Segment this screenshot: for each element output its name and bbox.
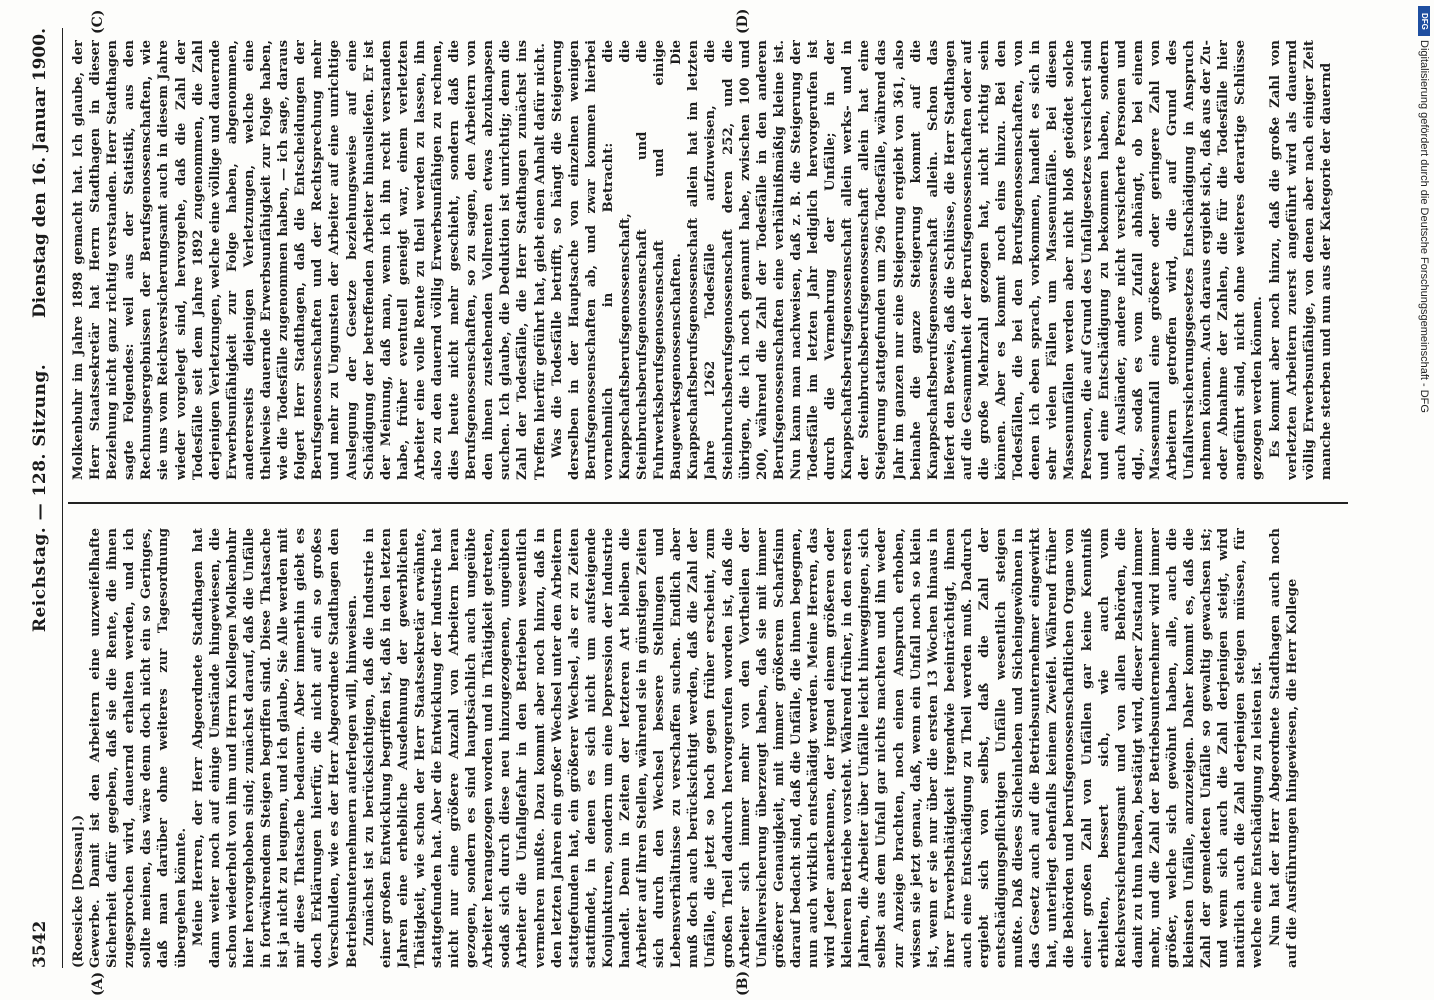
margin-marker-a: (A): [90, 971, 106, 996]
left-paragraph-4: Nun hat der Herr Abgeordnete Stadthagen auch noch auf die Ausführungen hingewiesen, die Herr Kollege: [1267, 528, 1300, 968]
right-paragraph-1: Molkenbuhr im Jahre 1898 gemacht hat. Ich glaube, der Herr Staatssekretär hat Herrn Stadthagen in dieser Beziehung nicht ganz richtig verstanden. Herr Stadthagen sagte Folgendes: weil aus der Statistik, aus den Rechnungsergebnissen der Berufsgenossenschaften, wie sie uns vom Reichsversicherungsamt auch in diesem Jahre wieder vorgelegt sind, hervorgehe, daß die Zahl der Todesfälle seit dem Jahre 1892 zugenommen, die Zahl derjenigen Verletzungen, welche eine völlige und dauernde Erwerbsunfähigkeit zur Folge haben, abgenommen, andererseits diejenigen Verletzungen, welche eine theilweise dauernde Erwerbsunfähigkeit zur Folge haben, wie die Todesfälle zugenommen haben, — ich sage, daraus folgert Herr Stadthagen, daß die Entscheidungen der Berufsgenossenschaften und der Rechtsprechung mehr und mehr zu Ungunsten der Arbeiter auf eine unrichtige Auslegung der Gesetze beziehungsweise auf eine Schädigung der betreffenden Arbeiter hinausliefen. Er ist der Meinung, daß man, wenn ich ihn recht verstanden habe, früher eventuell geneigt war, einem verletzten Arbeiter eine volle Rente zu theil werden zu lassen, ihn also zu den dauernd völlig Erwerbsunfähigen zu rechnen, dies heute nicht mehr geschieht, sondern daß die Berufsgenossenschaften, so zu sagen, den Arbeitern von den ihnen zustehenden Vollrenten etwas abzuknapsen suchen. Ich glaube, die Deduktion ist unrichtig; denn die Zahl der Todesfälle, die Herr Stadthagen zunächst ins Treffen hierfür geführt hat, giebt einen Anhalt dafür nicht.: [71, 40, 548, 480]
session-title: Reichstag. — 128. Sitzung.: [30, 363, 50, 633]
left-paragraph-3: Zunächst ist zu berücksichtigen, daß die Industrie in einer großen Entwicklung begriffen ist, daß in den letzten Jahren eine erhebliche Ausdehnung der gewerblichen Thätigkeit, wie schon der Herr Staatssekretär erwähnte, stattgefunden hat. Aber die Entwicklung der Industrie hat nicht nur eine größere Anzahl von Arbeitern heran gezogen, sondern es sind hauptsächlich auch ungeübte Arbeiter herangezogen worden und in Thätigkeit getreten, sodaß sich durch diese neu hinzugezogenen, ungeübten Arbeiter die Unfallgefahr in den Betrieben wesentlich vermehren mußte. Dazu kommt aber noch hinzu, daß in den letzten Jahren ein großer Wechsel unter den Arbeitern stattgefunden hat, ein größerer Wechsel, als er zu Zeiten stattfindet, in denen es sich nicht um aufsteigende Konjunkturen, sondern um eine Depression der Industrie handelt. Denn in Zeiten der letzteren Art bleiben die Arbeiter auf ihren Stellen, während sie in günstigen Zeiten sich durch den Wechsel bessere Stellungen und Lebensverhältnisse zu verschaffen suchen. Endlich aber muß doch auch berücksichtigt werden, daß die Zahl der Unfälle, die jetzt so hoch gegen früher erscheint, zum großen Theil dadurch hervorgerufen worden ist, daß die Arbeiter sich immer mehr von den Vortheilen der Unfallversicherung überzeugt haben, daß sie mit immer größerer Genauigkeit, mit immer größerem Scharfsinn darauf bedacht sind, daß die Unfälle, die ihnen begegnen, nun auch wirklich entschädigt werden. Meine Herren, das wird Jeder anerkennen, der irgend einem größeren oder kleineren Betriebe vorsteht. Während früher, in den ersten Jahren, die Arbeiter über Unfälle leicht hinweggingen, sich selbst aus dem Unfall gar nichts machten und ihn weder zur Anzeige brachten, noch einen Anspruch erhoben, wissen sie jetzt genau, daß, wenn ein Unfall noch so klein ist, wenn er sie nur über die ersten 13 Wochen hinaus in ihrer Erwerbsthätigkeit irgendwie beeinträchtigt, ihnen auch eine Entschädigung zu Theil werden muß. Dadurch ergiebt sich von selbst, daß die Zahl der entschädigungspflichtigen Unfälle wesentlich steigen mußte. Daß dieses Sicheinleben und Sicheingewöhnen in das Gesetz auch auf die Betriebsunternehmer eingewirkt hat, unterliegt ebenfalls keinem Zweifel. Während früher die Behörden und berufsgenossenschaftlichen Organe von einer großen Zahl von Unfällen gar keine Kenntniß erhielten, bessert sich, wie auch vom Reichsversicherungsamt und von allen Behörden, die damit zu thun haben, bestätigt wird, dieser Zustand immer mehr, und die Zahl der Betriebsunternehmer wird immer größer, welche sich gewöhnt haben, alle, auch die kleinsten Unfälle, anzuzeigen. Daher kommt es, daß die Zahl der gemeldeten Unfälle so gewaltig gewachsen ist; und wenn sich auch die Zahl derjenigen steigt, wird natürlich auch die Zahl derjenigen steigen müssen, für welche eine Entschädigung zu leisten ist.: [361, 528, 1266, 968]
left-paragraph-1: Gewerbe. Damit ist den Arbeitern eine unzweifelhafte Sicherheit dafür gegeben, daß sie die Rente, die ihnen zugesprochen wird, dauernd erhalten werden, und ich sollte meinen, das wäre denn doch nicht ein so Geringes, daß man darüber ohne weiteres zur Tagesordnung übergehen könnte.: [88, 528, 189, 968]
header-rule: [62, 28, 63, 968]
right-column: [70, 40, 1340, 480]
dfg-funding-note: Digitalisierung gefördert durch die Deutsche Forschungsgemeinschaft - DFG: [1418, 40, 1430, 413]
margin-marker-d: (D): [735, 8, 751, 34]
page-header: [30, 28, 60, 968]
margin-marker-b: (B): [735, 970, 751, 996]
speaker-line: (Roesicke [Dessau].): [71, 814, 86, 968]
right-paragraph-3: Es kommt aber noch hinzu, daß die große Zahl von verletzten Arbeitern zuerst angeführt wird als dauernd völlig Erwerbsunfähige, von denen aber nach einiger Zeit manche sterben und nun aus der Kategorie der dauernd: [1267, 40, 1334, 480]
page-number: 3542: [30, 920, 50, 968]
session-date: Dienstag den 16. Januar 1900.: [30, 28, 50, 318]
left-column: [70, 528, 1340, 968]
left-paragraph-2: Meine Herren, der Herr Abgeordnete Stadthagen hat dann weiter noch auf einige Umstände hingewiesen, die schon wiederholt von ihm und Herrn Kollegen Molkenbuhr hier hervorgehoben sind; zunächst darauf, daß die Unfälle in fortwährendem Steigen begriffen sind. Diese Thatsache ist ja nicht zu leugnen, und ich glaube, Sie Alle werden mit mir diese Thatsache bedauern. Aber immerhin giebt es doch Erklärungen hierfür, die nicht auf ein so großes Verschulden, wie es der Herr Abgeordnete Stadthagen den Betriebsunternehmern auferlegen will, hinweisen.: [190, 528, 360, 968]
margin-marker-c: (C): [90, 9, 106, 34]
column-divider: [68, 502, 1348, 504]
right-paragraph-2: Was die Todesfälle betrifft, so hängt die Steigerung derselben in der Hauptsache von einzelnen wenigen Berufsgenossenschaften ab, und zwar kommen hierbei vornehmlich in Betracht: die Knappschaftsberufsgenossenschaft, die Steinbruchsberufsgenossenschaft und die Fuhrwerksberufsgenossenschaft und einige Baugewerksgenossenschaften. Die Knappschaftsberufsgenossenschaft allein hat im letzten Jahre 1262 Todesfälle aufzuweisen, die Steinbruchsberufsgenossenschaft deren 252, und die übrigen, die ich noch genannt habe, zwischen 100 und 200, während die Zahl der Todesfälle in den anderen Berufsgenossenschaften eine verhältnißmäßig kleine ist. Nun kann man nachweisen, daß z. B. die Steigerung der Todesfälle im letzten Jahr lediglich hervorgerufen ist durch die Vermehrung der Unfälle; in der Knappschaftsberufsgenossenschaft allein werks- und in der Steinbruchsberufsgenossenschaft allein hat eine Steigerung stattgefunden um 296 Todesfälle, während das Jahr im ganzen nur eine Steigerung ergiebt von 361, also beinahe die ganze Steigerung kommt auf die Knappschaftsberufsgenossenschaft allein. Schon das liefert den Beweis, daß die Schlüsse, die Herr Stadthagen auf die Gesammtheit der Berufsgenossenschaften oder auf die große Mehrzahl gezogen hat, nicht richtig sein können. Aber es kommt noch eins hinzu. Bei den Todesfällen, die bei den Berufsgenossenschaften, von denen ich eben sprach, vorkommen, handelt es sich in sehr vielen Fällen um Massenunfälle. Bei diesen Massenunfällen werden aber nicht bloß getödtet solche Personen, die auf Grund des Unfallgesetzes versichert sind und eine Entschädigung zu bekommen haben, sondern auch Ausländer, andere nicht versicherte Personen und dgl., sodaß es vom Zufall abhängt, ob bei einem Massenunfall eine größere oder geringere Zahl von Arbeitern getroffen wird, die auf Grund des Unfallversicherungsgesetzes Entschädigung in Anspruch nehmen können. Auch daraus ergiebt sich, daß aus der Zu- oder Abnahme der Zahlen, die für die Todesfälle hier angeführt sind, nicht ohne weiteres derartige Schlüsse gezogen werden können.: [549, 40, 1266, 480]
dfg-logo: DFG: [1418, 6, 1430, 36]
